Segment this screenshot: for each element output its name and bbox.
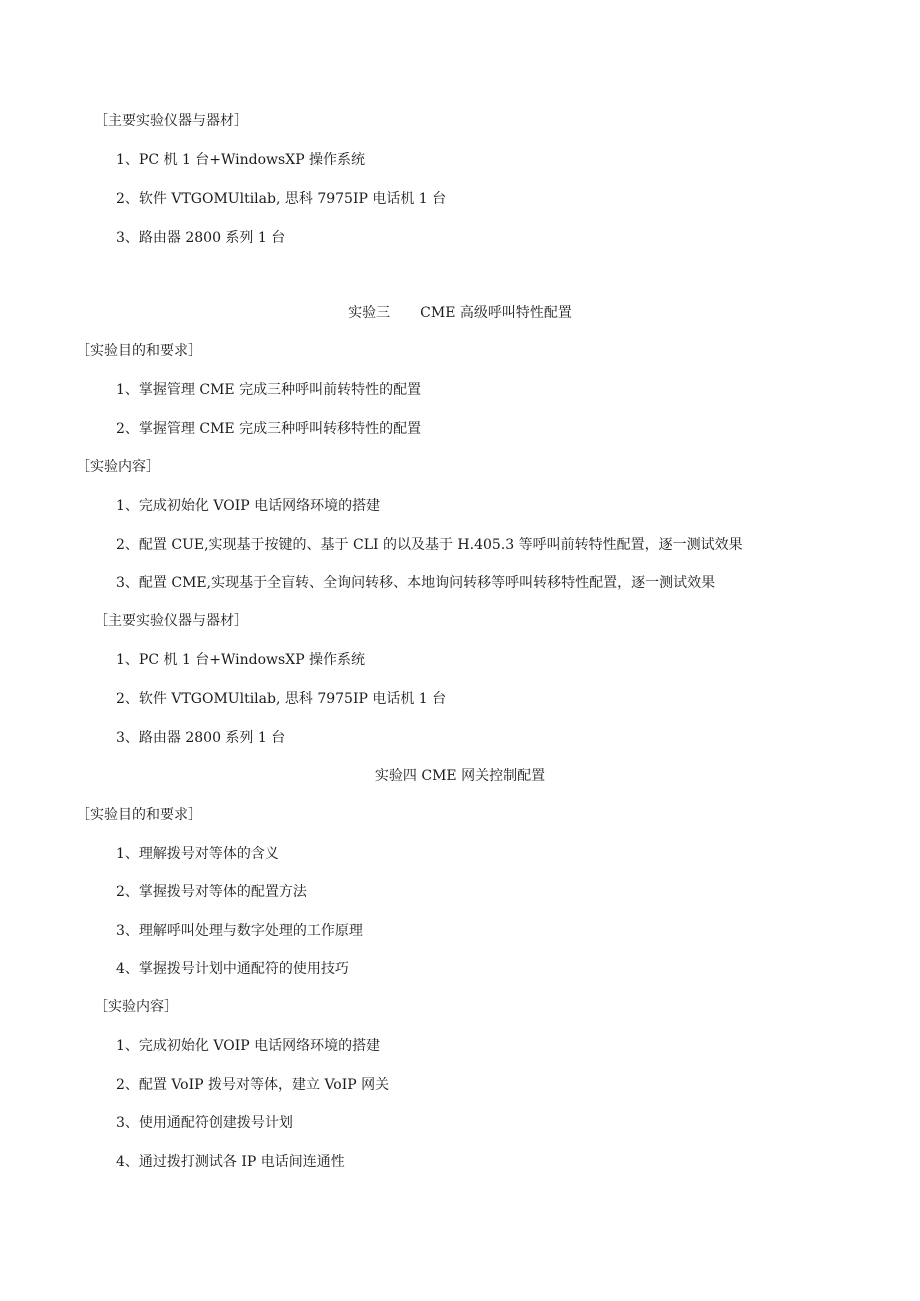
purpose-item: 1、理解拨号对等体的含义: [116, 846, 279, 862]
content-item: 3、使用通配符创建拨号计划: [116, 1115, 293, 1131]
content-item: 1、完成初始化 VOIP 电话网络环境的搭建: [116, 1038, 381, 1054]
experiment-4-title: 实验四 CME 网关控制配置: [374, 768, 546, 784]
content-item: 3、配置 CME,实现基于全盲转、全询问转移、本地询问转移等呼叫转移特性配置，逐一测试效果: [116, 575, 716, 591]
equipment-item: 2、软件 VTGOMUltilab, 思科 7975IP 电话机 1 台: [116, 691, 447, 707]
content-heading: ［实验内容］: [76, 459, 160, 475]
content-heading: ［实验内容］: [94, 999, 178, 1015]
purpose-item: 1、掌握管理 CME 完成三种呼叫前转特性的配置: [116, 382, 422, 398]
equipment-item: 1、PC 机 1 台+WindowsXP 操作系统: [116, 652, 366, 668]
experiment-3-title-name: CME 高级呼叫特性配置: [420, 305, 572, 321]
content-item: 1、完成初始化 VOIP 电话网络环境的搭建: [116, 498, 381, 514]
equipment-item: 2、软件 VTGOMUltilab, 思科 7975IP 电话机 1 台: [116, 191, 447, 207]
purpose-item: 4、掌握拨号计划中通配符的使用技巧: [116, 961, 349, 977]
purpose-heading: ［实验目的和要求］: [76, 343, 202, 359]
equipment-heading: ［主要实验仪器与器材］: [94, 113, 248, 129]
content-item: 2、配置 VoIP 拨号对等体，建立 VoIP 网关: [116, 1077, 390, 1093]
equipment-item: 1、PC 机 1 台+WindowsXP 操作系统: [116, 152, 366, 168]
experiment-3-title-number: 实验三: [348, 305, 391, 321]
purpose-item: 2、掌握管理 CME 完成三种呼叫转移特性的配置: [116, 421, 422, 437]
experiment-3-title: [0, 303, 920, 323]
purpose-heading: ［实验目的和要求］: [76, 807, 202, 823]
purpose-item: 3、理解呼叫处理与数字处理的工作原理: [116, 923, 363, 939]
content-item: 4、通过拨打测试各 IP 电话间连通性: [116, 1154, 345, 1170]
content-item: 2、配置 CUE,实现基于按键的、基于 CLI 的以及基于 H.405.3 等呼叫前转特性配置，逐一测试效果: [116, 537, 743, 553]
equipment-item: 3、路由器 2800 系列 1 台: [116, 230, 286, 246]
equipment-item: 3、路由器 2800 系列 1 台: [116, 730, 286, 746]
equipment-heading: ［主要实验仪器与器材］: [94, 613, 248, 629]
purpose-item: 2、掌握拨号对等体的配置方法: [116, 884, 307, 900]
